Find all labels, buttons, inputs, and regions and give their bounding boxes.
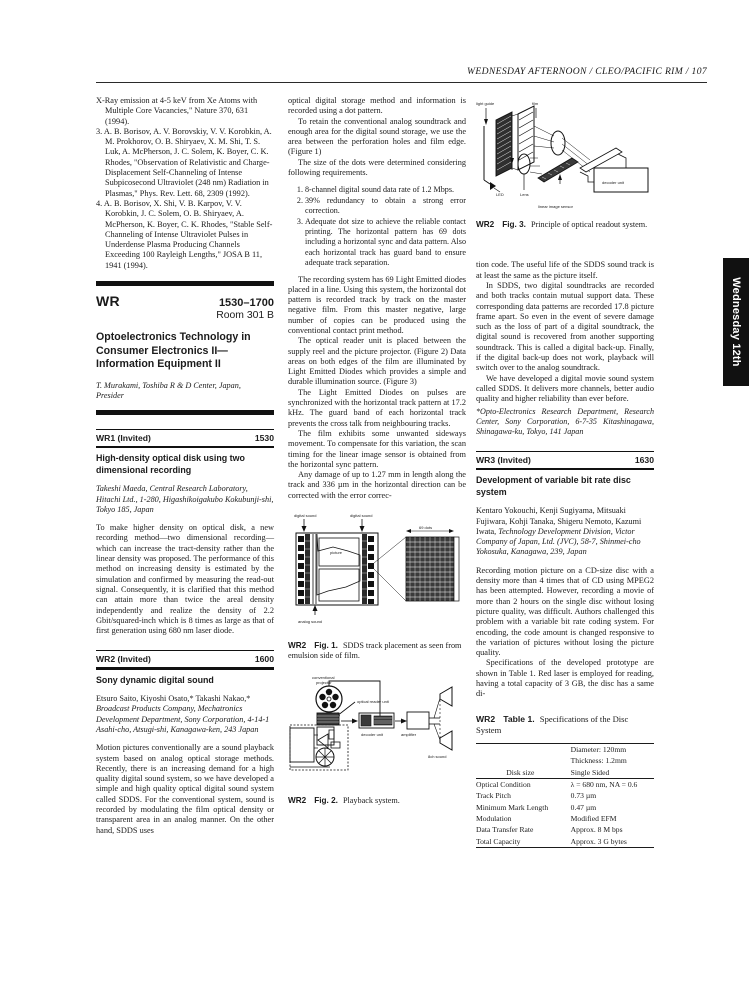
table-header-cell: Single Sided <box>570 767 610 777</box>
figure-2-number: Fig. 2. <box>314 795 338 805</box>
session-code-row <box>96 293 274 309</box>
table-cell-value: Modified EFM <box>570 814 617 824</box>
paper-wr3 <box>476 451 654 699</box>
paragraph: tion code. The useful life of the SDDS sound track is at least the same as the picture itself. <box>476 260 654 280</box>
figure-3-annot-lightguide: light guide <box>476 101 495 106</box>
author-names: Kentaro Yokouchi, Kenji Sugiyama, Mitsuaki Fujiwara, Kohji Tanaka, Shigeru Nemoto, Kazumi Iwata, <box>476 506 642 536</box>
figure-3-annot-sensor: linear image sensor <box>538 204 573 209</box>
figure-3-caption <box>476 220 654 230</box>
paragraph: The film exhibits some unwanted sideways movement. To compensate for this variation, the scan timing for the linear image sensor is obtained from the horizontal sync pattern. <box>288 428 466 469</box>
list-item: 2. 39% redundancy to obtain a strong error correction. <box>305 196 466 216</box>
table-cell-key: Track Pitch <box>476 791 511 801</box>
paper-authors <box>96 694 274 735</box>
figure-2 <box>288 672 466 806</box>
table-row <box>476 813 654 824</box>
author-names: Etsuro Saito, Kiyoshi Osato,* Takashi Nakao,* <box>96 694 251 704</box>
paper-id-row <box>96 430 274 446</box>
table-header-cell <box>476 743 565 755</box>
table-cell-key: Minimum Mark Length <box>476 802 549 812</box>
figure-1-graphic <box>288 511 466 635</box>
paragraph: The size of the dots were determined considering following requirements. <box>288 157 466 178</box>
paragraph: Motion pictures conventionally are a sound playback system based on analog optical storage methods. Recently, there is an increasing demand for a high quality digital sound system, so we have developed a simple and high quality optical digital sound system called SDDS. For the conventional system, sound is recorded by modulating the film optical density or transparent area in an analog manner. On the other hand, SDDS uses <box>96 743 274 835</box>
figure-2-label: WR2 <box>288 795 307 805</box>
paper-wr1 <box>96 429 274 636</box>
figure-1 <box>288 511 466 662</box>
author-affiliation: Technology Development Division, Victor Company of Japan, Ltd. (JVC), 58-7, Shinmei-cho Yokosuka, Kanagawa, 239, Japan <box>476 526 641 557</box>
paper-rule-bottom <box>476 468 654 470</box>
reference-item: 4. A. B. Borisov, X. Shi, V. B. Karpov, V. V. Korobkin, J. C. Solem, O. B. Shiryaev, A. McPherson, K. Boyer, C. K. Rhodes, "Stable Self-Channeling of Intense Ultraviolet Pulses in Underdense Plasma Producing Channels Exceeding 100 Rayleigh Lengths," JOSA B 11, 1941 (1994). <box>96 198 273 270</box>
paragraph: Any damage of up to 1.27 mm in length along the track and 336 µm in the horizontal direction can be corrected with the error correc- <box>288 470 466 500</box>
figure-2-annot-reader: optical reader unit <box>357 698 389 704</box>
figure-2-graphic <box>288 672 466 790</box>
paragraph: Recording motion picture on a CD-size disc with a density more than 4 times that of CD using MPEG2 has been attempted. However, recording a movie of more than 2 hours on the single disc without losing picture quality, was difficult. Authors challenged this problem with a variable bit rate coding system. For encoding, the code amount is changed responsive to the variation of pictures without losing the picture quality. <box>476 565 654 658</box>
table-header-cell <box>476 755 565 766</box>
paragraph: In SDDS, two digital soundtracks are recorded and both tracks contain mutual support data. These corresponding data patterns are recorded 17.8 picture frame apart. So even in the event of severe damage such as the loss of part of a digital soundtrack, the digital sound is recovered from another supporting soundtrack. This is called a digital back-up. Finally, if the digital back-up does not work, playback will switch over to the analog soundtrack. <box>476 281 654 373</box>
figure-1-number: Fig. 1. <box>314 641 338 651</box>
figure-3-annot-lens: Lens <box>520 192 529 197</box>
paper-title: Development of variable bit rate disc system <box>476 475 631 497</box>
paper-id: WR1 (Invited) <box>96 433 151 444</box>
paper-abstract <box>96 523 274 636</box>
table-header-cell: Diameter: 120mm <box>570 744 627 754</box>
session-presider <box>96 381 274 402</box>
session-time: 1530–1700 <box>218 297 274 310</box>
specifications-table <box>476 743 654 848</box>
paper-id-row <box>476 452 654 468</box>
paper-wr2 <box>96 650 274 836</box>
paper-time: 1600 <box>254 654 274 665</box>
paper-id-row <box>96 651 274 667</box>
table-row <box>476 836 654 848</box>
paper-rule-bottom <box>96 667 274 669</box>
table-cell-value: λ = 680 nm, NA = 0.6 <box>570 779 638 789</box>
figure-3-annot-decoder: decoder unit <box>602 180 625 185</box>
figure-3-graphic <box>476 96 654 214</box>
paper-authors <box>476 506 654 557</box>
figure-1-annot-right: digital sound <box>350 513 373 519</box>
figure-2-annot-amp: amplifier <box>401 731 417 737</box>
column-three <box>476 96 654 848</box>
figure-1-caption-text: SDDS track placement as seen from emulsion side of film. <box>288 641 462 661</box>
table-cell-key: Optical Condition <box>476 779 531 789</box>
paragraph: The recording system has 69 Light Emitted diodes placed in a line. Using this system, the horizontal dot pattern is recorded track by track on the master negative film. From this master negative, large number of copies can be produced using the conventional contact print method. <box>288 274 466 335</box>
figure-1-annot-detail: 69 dots <box>419 525 433 531</box>
reference-item: X-Ray emission at 4-5 keV from Xe Atoms with Multiple Core Vacancies," Nature 370, 631 (1994). <box>96 96 258 126</box>
paper-id: WR2 (Invited) <box>96 654 151 665</box>
paper-title: High-density optical disk using two dimensional recording <box>96 453 245 475</box>
requirements-list <box>288 185 466 268</box>
reference-list <box>96 96 274 271</box>
table-1-caption-text: Specifications of the Disc System <box>476 713 629 735</box>
table-cell-value: Approx. 8 M bps <box>570 825 623 835</box>
figure-1-caption <box>288 641 466 662</box>
running-head-rule <box>96 82 707 83</box>
paper-time: 1530 <box>254 433 274 444</box>
table-row <box>476 824 654 835</box>
figure-2-annot-decoder: decoder unit <box>361 731 384 737</box>
figure-2-annot-projector: conventional <box>312 674 335 680</box>
table-1-label: WR2 <box>476 713 496 724</box>
session-header <box>96 281 274 415</box>
table-cell-key: Data Transfer Rate <box>476 825 534 835</box>
figure-1-annot-picture: picture <box>330 550 343 556</box>
reference-item: 3. A. B. Borisov, A. V. Borovskiy, V. V. Korobkin, A. M. Prokhorov, O. B. Shiryaev, X. M. Shi, T. S. Luk, A. McPherson, J. C. Solem, K. Boyer, C. K. Rhodes, "Observation of Relativistic and Charge-Displacement Self-Channeling of Intense Subpicosecond Ultraviolet (248 nm) Radiation in Plasmas," Phys. Rev. Lett. 68, 2309 (1992). <box>96 126 272 198</box>
paragraph: We have developed a digital movie sound system called SDDS. It delivers more channels, better audio quality and higher reliability than ever before. <box>476 373 654 404</box>
table-row <box>476 766 654 778</box>
paper-authors: Takeshi Maeda, Central Research Laboratory, Hitachi Ltd., 1-280, Higashikoigakubo Kokubunji-shi, Tokyo 185, Japan <box>96 484 274 514</box>
figure-3-annot-led: LED <box>496 192 504 197</box>
figure-2-caption <box>288 796 466 806</box>
column-two <box>288 96 466 806</box>
paper-rule-bottom <box>96 446 274 448</box>
paper-id: WR3 (Invited) <box>476 455 531 466</box>
session-room: Room 301 B <box>216 310 274 322</box>
paper-abstract <box>476 566 654 700</box>
table-cell-key: Modulation <box>476 814 512 824</box>
table-1-caption <box>476 714 654 736</box>
session-code: WR <box>96 293 120 310</box>
paragraph: The optical reader unit is placed between the supply reel and the picture projector. (Figure 2) Data areas on both edges of the film are illuminated by Light Emitted Diodes which provides a simple and durable illumination source. (Figure 3) <box>288 336 466 387</box>
list-item: 1. 8-channel digital sound data rate of 1.2 Mbps. <box>305 185 466 195</box>
figure-2-annot-projector2: projector <box>316 679 332 685</box>
figure-1-annot-left: digital sound <box>294 513 317 519</box>
table-cell-value: Approx. 3 G bytes <box>570 836 627 846</box>
table-row <box>476 801 654 812</box>
table-cell-value: 0.73 µm <box>570 791 597 801</box>
paragraph: To retain the conventional analog soundtrack and enough area for the digital sound storage, we use the area between the perforation holes and film edge. (Figure 1) <box>288 116 466 157</box>
paper-abstract <box>96 743 274 836</box>
column-one <box>96 96 274 836</box>
figure-3 <box>476 96 654 230</box>
figure-3-annot-film: film <box>532 101 539 106</box>
table-1 <box>476 714 654 848</box>
session-rule-thick-bottom <box>96 410 274 415</box>
side-tab-label: Wednesday 12th <box>730 277 742 367</box>
figure-3-label: WR2 <box>476 220 495 229</box>
table-1-number: Table 1. <box>503 713 535 724</box>
presider-affiliation: T. Murakami, Toshiba R & D Center, Japan, <box>96 380 241 390</box>
table-cell-key: Total Capacity <box>476 836 521 846</box>
figure-1-annot-bottom: analog sound <box>298 619 323 625</box>
paragraph: optical digital storage method and information is recorded using a dot pattern. <box>288 96 466 116</box>
list-item: 3. Adequate dot size to achieve the reliable contact printing. The horizontal pattern has 69 dots including a horizontal sync and data pattern. Also each horizontal track has guard band to ensure adequate track separation. <box>305 217 466 268</box>
figure-2-caption-text: Playback system. <box>342 795 400 805</box>
session-title: Optoelectronics Technology in Consumer Electronics II—Information Equipment II <box>96 331 251 371</box>
paper-title: Sony dynamic digital sound <box>96 674 214 685</box>
table-header-cell: Thickness: 1.2mm <box>570 756 627 766</box>
paragraph: Specifications of the developed prototype are shown in Table 1. Red laser is employed for reading, having a total capacity of 3 GB, the disc has a same di- <box>476 658 654 699</box>
figure-3-caption-text: Principle of optical readout system. <box>530 220 648 229</box>
table-row <box>476 755 654 766</box>
paragraph: The Light Emitted Diodes on pulses are synchronized with the horizontal track pattern at 17.2 kHz. The guard band of each horizontal track prevents the cross talk from neighbouring tracks. <box>288 387 466 428</box>
table-row <box>476 778 654 790</box>
figure-1-label: WR2 <box>288 641 307 651</box>
running-head: WEDNESDAY AFTERNOON / CLEO/PACIFIC RIM / 107 <box>467 66 707 77</box>
table-header-cell: Disk size <box>506 767 535 777</box>
table-cell-value: 0.47 µm <box>570 802 597 812</box>
footnote: *Opto-Electronics Research Department, Research Center, Sony Corporation, 6-7-35 Kitashinagawa, Shinagawa-ku, Tokyo, 141 Japan <box>476 406 654 436</box>
author-affiliation: Broadcast Products Company, Mechatronics Development Department, Sony Corporation, 4-14-1 Asahi-cho, Atsugi-shi, Kanagawa-ken, 243 Japan <box>96 704 270 734</box>
table-row <box>476 743 654 755</box>
presider-role: Presider <box>96 390 124 400</box>
session-rule-thick <box>96 281 274 286</box>
side-tab-wednesday <box>723 258 749 386</box>
table-row <box>476 790 654 801</box>
paper-time: 1630 <box>634 455 654 466</box>
figure-3-number: Fig. 3. <box>502 220 526 229</box>
paragraph: To make higher density on optical disk, a new recording method—two dimensional recording—which can increase the tract-density rather than the linear density was proposed. The performance of this method on increasing density is estimated by the simulation and confirmed by measuring the read-out signal. Consequently, it is clarified that this method can attain more than twice the areal density independently and realize the density of 2.2 Gbit/squared-inch which is 8 times as large as that of first generation using 680 nm laser diode. <box>96 523 274 636</box>
figure-2-annot-speaker: 8ch sound <box>428 753 447 759</box>
